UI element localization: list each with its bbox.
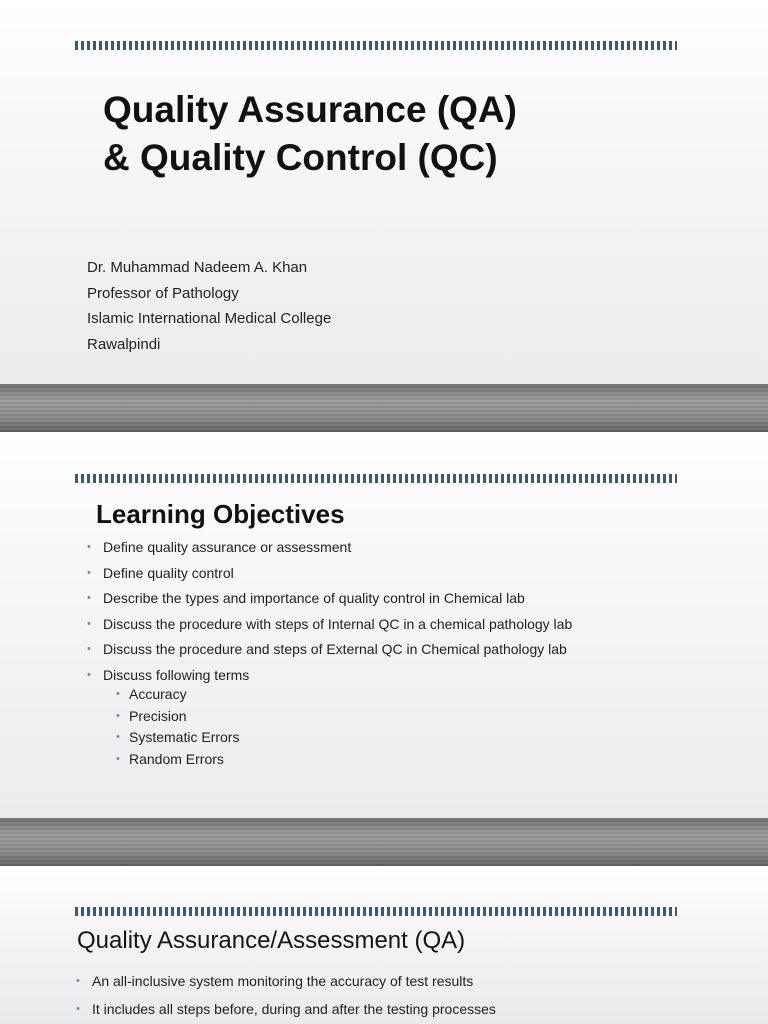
objective-label: Discuss following terms [103, 666, 250, 683]
slide-quality-assurance [0, 866, 768, 1024]
objective-item [87, 663, 572, 771]
objective-item: • Describe the types and importance of quality control in Chemical lab [87, 586, 572, 612]
qa-point: • An all-inclusive system monitoring the accuracy of test results [76, 970, 496, 998]
slide1-title [103, 86, 517, 182]
footer-band [0, 818, 768, 866]
objective-item: • Define quality assurance or assessment [87, 535, 572, 561]
author-city: Rawalpindi [87, 335, 161, 353]
qa-points-list [76, 970, 496, 1024]
term-item: • Random Errors [116, 749, 572, 771]
terms-list [87, 684, 572, 770]
qa-point: • It includes all steps before, during and after the testing processes [76, 998, 496, 1024]
objectives-list [87, 535, 572, 770]
objective-item: • Discuss the procedure with steps of Internal QC in a chemical pathology lab [87, 612, 572, 638]
slide-title [0, 0, 768, 432]
footer-band [0, 384, 768, 432]
slide3-title: Quality Assurance/Assessment (QA) [77, 927, 466, 954]
slide2-title: Learning Objectives [96, 499, 345, 529]
objective-item: • Define quality control [87, 561, 572, 587]
term-item: • Accuracy [116, 684, 572, 706]
title-line-2: & Quality Control (QC) [103, 137, 498, 178]
author-position: Professor of Pathology [87, 284, 239, 302]
dashed-rule [75, 474, 677, 483]
slide-learning-objectives [0, 432, 768, 866]
term-item: • Precision [116, 706, 572, 728]
objective-item: • Discuss the procedure and steps of External QC in Chemical pathology lab [87, 637, 572, 663]
dashed-rule [75, 907, 677, 916]
term-item: • Systematic Errors [116, 727, 572, 749]
author-info [87, 255, 331, 357]
author-institution: Islamic International Medical College [87, 310, 332, 327]
author-name: Dr. Muhammad Nadeem A. Khan [87, 259, 308, 276]
dashed-rule [75, 41, 677, 50]
title-line-1: Quality Assurance (QA) [103, 89, 517, 130]
